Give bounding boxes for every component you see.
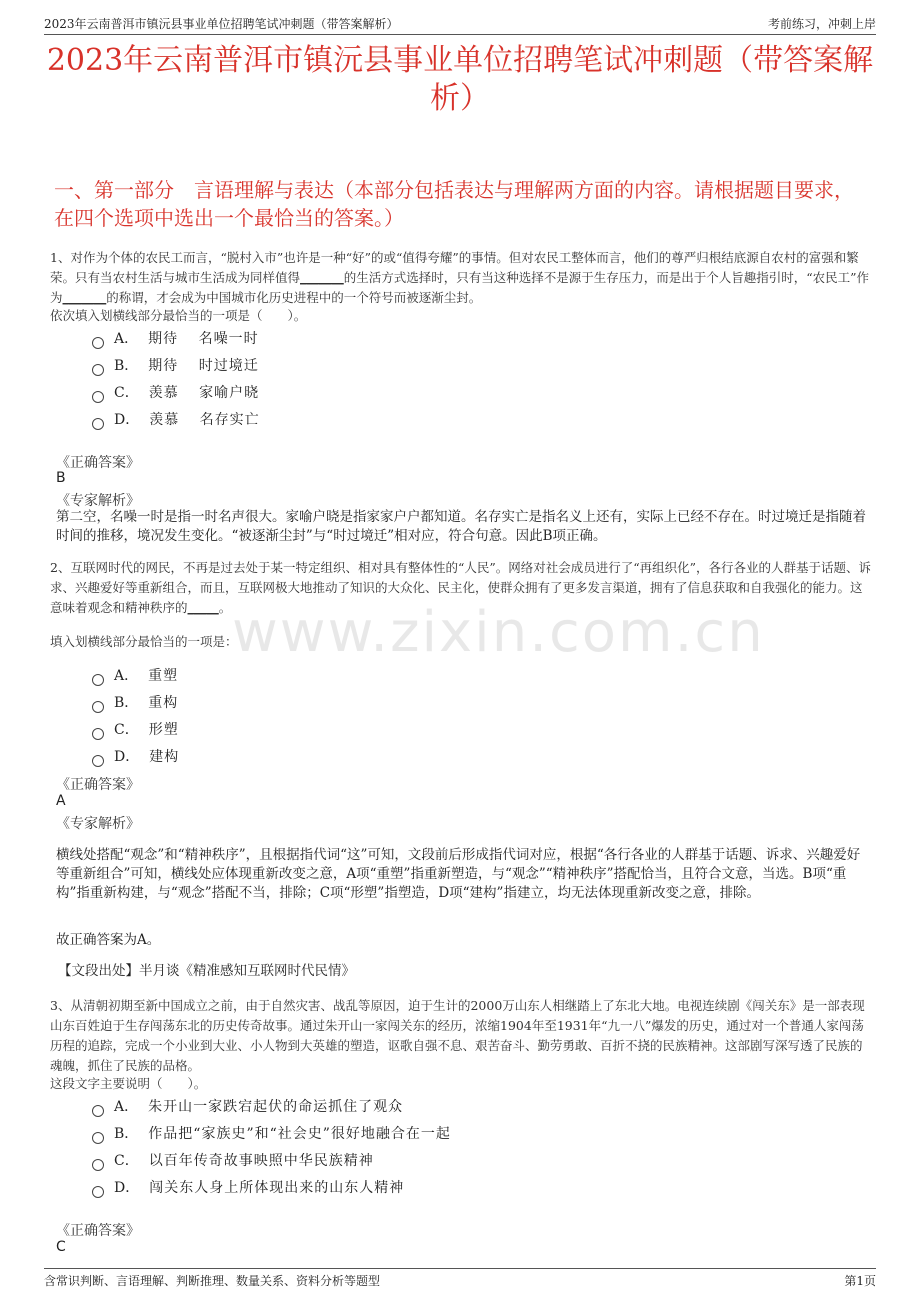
- option-text: 重塑: [148, 667, 179, 684]
- option-letter: D．: [114, 411, 140, 428]
- option-letter: A．: [114, 667, 139, 684]
- question-2-text: 2、互联网时代的网民，不再是过去处于某一特定组织、相对具有整体性的“人民”。网络对社会成员进行了“再组织化”，各行各业的人群基于话题、诉求、兴趣爱好等重新组合，而且，互联网极大地推动了知识的大众化、民主化，使群众拥有了更多发言渠道，拥有了信息获取和自我强化的能力。这意味着观念和精神秩序的: [50, 560, 872, 615]
- question-3-option-b[interactable]: [92, 1119, 451, 1146]
- footer-page-number: 第1页: [844, 1274, 876, 1288]
- option-letter: C．: [114, 384, 139, 401]
- question-1-option-a[interactable]: [92, 324, 260, 351]
- question-2-option-a[interactable]: [92, 661, 179, 688]
- page-header: [44, 10, 876, 35]
- question-2-text-end: 。: [218, 600, 232, 615]
- radio-icon[interactable]: [92, 337, 104, 349]
- question-2-prompt: 填入划横线部分最恰当的一项是：: [50, 634, 238, 649]
- question-1-text-a: 1、对作为个体的农民工而言，“脱村入市”也许是一种“好”的或“值得夸耀”的事情。但对农民工整体而言，他们的尊严归根结底源自农村的富强和繁荣。只有当农村生活与城市生活成为同样值得: [50, 250, 859, 285]
- page-footer: [44, 1268, 876, 1292]
- option-text: 形塑: [148, 721, 179, 738]
- option-letter: C．: [114, 1152, 139, 1169]
- option-text: 作品把“家族史”和“社会史”很好地融合在一起: [148, 1125, 451, 1142]
- radio-icon[interactable]: [92, 755, 104, 767]
- option-letter: D．: [114, 748, 140, 765]
- question-1-text-b: 的生活方式选择时，只有当这种选择不是源于生存压力，而是出于个人旨趣指引时，“农民工”作为: [50, 270, 870, 305]
- question-3-answer-label: 《正确答案》: [56, 1223, 140, 1239]
- radio-icon[interactable]: [92, 1105, 104, 1117]
- option-text: 重构: [148, 694, 179, 711]
- option-text: 闯关东人身上所体现出来的山东人精神: [149, 1179, 405, 1196]
- question-3-option-c[interactable]: [92, 1146, 451, 1173]
- option-text: 期待 名噪一时: [148, 330, 259, 347]
- question-2-options: [92, 661, 179, 769]
- question-1-options: [92, 324, 260, 432]
- option-text: 建构: [149, 748, 180, 765]
- header-right-slogan: 考前练习，冲刺上岸: [767, 17, 876, 31]
- radio-icon[interactable]: [92, 418, 104, 430]
- radio-icon[interactable]: [92, 1159, 104, 1171]
- option-letter: B．: [114, 694, 139, 711]
- option-text: 羡慕 家喻户晓: [148, 384, 260, 401]
- option-letter: B．: [114, 357, 139, 374]
- question-2-answer-label: 《正确答案》: [56, 777, 140, 793]
- question-3-option-a[interactable]: [92, 1092, 451, 1119]
- question-3-options: [92, 1092, 451, 1200]
- option-letter: C．: [114, 721, 139, 738]
- option-letter: B．: [114, 1125, 139, 1142]
- radio-icon[interactable]: [92, 674, 104, 686]
- question-1-explanation: 第二空，名噪一时是指一时名声很大。家喻户晓是指家家户户都知道。名存实亡是指名义上还有，实际上已经不存在。时过境迁是指随着时间的推移，境况发生变化。“被逐渐尘封”与“时过境迁”相对应，符合句意。因此B项正确。: [56, 509, 866, 544]
- question-1-option-b[interactable]: [92, 351, 260, 378]
- option-text: 以百年传奇故事映照中华民族精神: [148, 1152, 374, 1169]
- option-letter: D．: [114, 1179, 140, 1196]
- question-3-prompt: 这段文字主要说明（ ）。: [50, 1076, 207, 1091]
- header-left-title: 2023年云南普洱市镇沅县事业单位招聘笔试冲刺题（带答案解析）: [44, 17, 399, 31]
- option-letter: A．: [114, 330, 139, 347]
- question-1-blank-1: _______: [300, 270, 344, 285]
- document-title: 2023年云南普洱市镇沅县事业单位招聘笔试冲刺题（带答案解析）: [46, 43, 874, 116]
- question-2-option-c[interactable]: [92, 715, 179, 742]
- question-3-stem: 3、从清朝初期至新中国成立之前，由于自然灾害、战乱等原因，迫于生计的2000万山东人相继踏上了东北大地。电视连续剧《闯关东》是一部表现山东百姓迫于生存闯荡东北的历史传奇故事。通过朱开山一家闯关东的经历，浓缩1904年至1931年“九一八”爆发的历史，通过对一个普通人家闯荡历程的追踪，完成一个小业到大业、小人物到大英雄的塑造，讴歌自强不息、艰苦奋斗、勤劳勇敢、百折不挠的民族精神。这部剧写深写透了民族的魂魄，抓住了民族的品格。: [50, 998, 865, 1073]
- radio-icon[interactable]: [92, 701, 104, 713]
- question-2-blank: _____: [187, 600, 219, 615]
- question-2-option-d[interactable]: [92, 742, 179, 769]
- radio-icon[interactable]: [92, 728, 104, 740]
- question-2-expert-label: 《专家解析》: [56, 816, 140, 832]
- question-2-source: 【文段出处】半月谈《精准感知互联网时代民情》: [58, 963, 355, 979]
- radio-icon[interactable]: [92, 1186, 104, 1198]
- question-1-expert-label: 《专家解析》: [56, 493, 140, 509]
- question-1-text-c: 的称谓，才会成为中国城市化历史进程中的一个符号而被逐渐尘封。: [106, 290, 482, 305]
- option-letter: A．: [114, 1098, 139, 1115]
- section-heading: 一、第一部分 言语理解与表达（本部分包括表达与理解两方面的内容。请根据题目要求，在四个选项中选出一个最恰当的答案。）: [54, 178, 854, 230]
- question-1-option-c[interactable]: [92, 378, 260, 405]
- radio-icon[interactable]: [92, 1132, 104, 1144]
- question-1-answer-label: 《正确答案》: [56, 455, 140, 471]
- question-1-prompt: 依次填入划横线部分最恰当的一项是（ ）。: [50, 308, 307, 323]
- watermark: www.zixin.com.cn: [232, 600, 765, 665]
- question-2-explanation: 横线处搭配“观念”和“精神秩序”，且根据指代词“这”可知，文段前后形成指代词对应，根据“各行各业的人群基于话题、诉求、兴趣爱好等重新组合”可知，横线处应体现重新改变之意，A项“重塑”指重新塑造，与“观念”“精神秩序”搭配恰当，且符合文意，当选。B项“重构”指重新构建，与“观念”搭配不当，排除；C项“形塑”指塑造，D项“建构”指建立，均无法体现重新改变之意，排除。: [56, 847, 861, 901]
- radio-icon[interactable]: [92, 364, 104, 376]
- question-3-answer: C: [56, 1239, 66, 1255]
- option-text: 期待 时过境迁: [148, 357, 259, 374]
- question-2-answer: A: [56, 793, 66, 809]
- radio-icon[interactable]: [92, 391, 104, 403]
- question-3-option-d[interactable]: [92, 1173, 451, 1200]
- option-text: 朱开山一家跌宕起伏的命运抓住了观众: [148, 1098, 404, 1115]
- question-1-stem: [50, 248, 872, 308]
- option-text: 羡慕 名存实亡: [149, 411, 260, 428]
- question-2-option-b[interactable]: [92, 688, 179, 715]
- question-1-blank-2: _______: [62, 290, 107, 305]
- question-2-conclusion: 故正确答案为A。: [56, 932, 161, 948]
- question-1-option-d[interactable]: [92, 405, 260, 432]
- footer-question-types: 含常识判断、言语理解、判断推理、数量关系、资料分析等题型: [44, 1274, 381, 1288]
- question-1-answer: B: [56, 470, 66, 486]
